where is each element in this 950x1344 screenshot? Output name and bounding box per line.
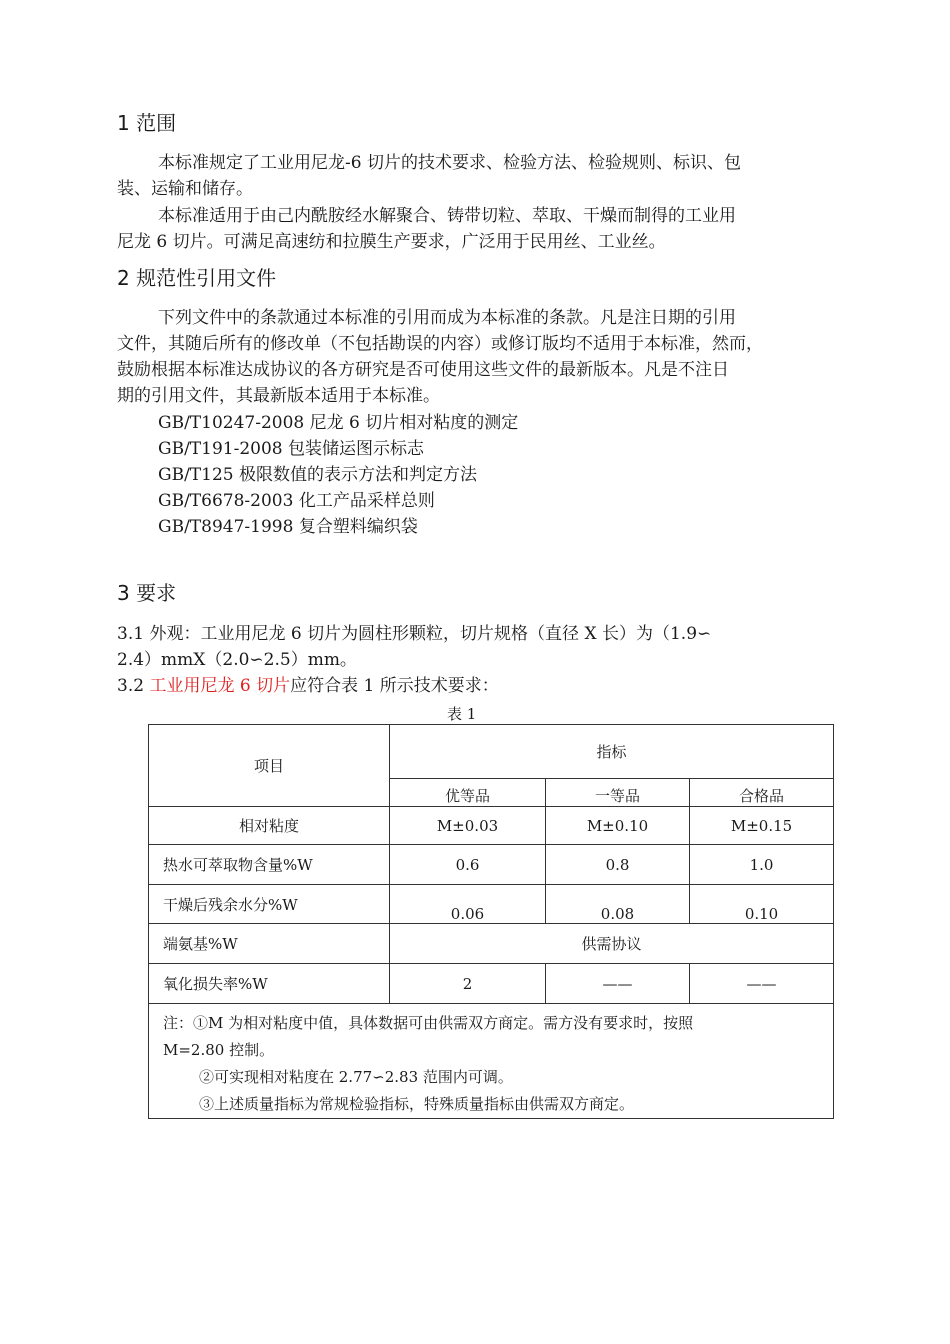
section-2-paragraph-line: 鼓励根据本标准达成协议的各方研究是否可使用这些文件的最新版本。凡是不注日 — [117, 360, 729, 380]
table-row — [149, 807, 834, 845]
clause-3-1-line: 3.1 外观：工业用尼龙 6 切片为圆柱形颗粒，切片规格（直径 X 长）为（1.9∽ — [117, 624, 712, 644]
cell-merged-value: 供需协议 — [390, 924, 834, 964]
reference-item: GB/T6678-2003 化工产品采样总则 — [158, 491, 435, 511]
reference-item: GB/T8947-1998 复合塑料编织袋 — [158, 517, 418, 537]
table-row — [149, 924, 834, 964]
cell-value: 1.0 — [690, 845, 834, 885]
table-row — [149, 885, 834, 924]
cell-value: M±0.10 — [546, 807, 690, 845]
table-row — [149, 845, 834, 885]
section-1-heading: 1 范围 — [117, 111, 177, 135]
section-1-paragraph-line: 本标准适用于由己内酰胺经水解聚合、铸带切粒、萃取、干燥而制得的工业用 — [158, 206, 736, 226]
clause-3-2 — [117, 671, 499, 696]
section-1-paragraph-line: 尼龙 6 切片。可满足高速纺和拉膜生产要求，广泛用于民用丝、工业丝。 — [117, 232, 666, 252]
section-2-paragraph-line: 文件，其随后所有的修改单（不包括勘误的内容）或修订版均不适用于本标准，然而， — [117, 334, 763, 354]
cell-value: 0.10 — [690, 885, 834, 924]
note-line: M=2.80 控制。 — [163, 1041, 275, 1059]
reference-item: GB/T10247-2008 尼龙 6 切片相对粘度的测定 — [158, 413, 519, 433]
row-name: 热水可萃取物含量%W — [149, 845, 390, 885]
row-name: 相对粘度 — [149, 807, 390, 845]
clause-3-2-suffix: 应符合表 1 所示技术要求： — [290, 676, 499, 696]
section-1-paragraph-line: 本标准规定了工业用尼龙-6 切片的技术要求、检验方法、检验规则、标识、包 — [158, 153, 741, 173]
cell-value: —— — [690, 964, 834, 1004]
notes-row — [149, 1004, 834, 1119]
table-title: 表 1 — [447, 705, 477, 723]
section-2-heading: 2 规范性引用文件 — [117, 266, 277, 290]
cell-value: M±0.15 — [690, 807, 834, 845]
clause-3-2-highlight: 工业用尼龙 6 切片 — [149, 676, 291, 696]
clause-3-1-line: 2.4）mmX（2.0∽2.5）mm。 — [117, 650, 357, 670]
header-item: 项目 — [149, 725, 390, 807]
note-line: ③上述质量指标为常规检验指标，特殊质量指标由供需双方商定。 — [199, 1095, 635, 1113]
cell-value: M±0.03 — [390, 807, 546, 845]
grade-qualified: 合格品 — [690, 779, 834, 807]
cell-value: 0.06 — [390, 885, 546, 924]
row-name: 氧化损失率%W — [149, 964, 390, 1004]
section-3-heading: 3 要求 — [117, 581, 177, 605]
cell-value: 0.8 — [546, 845, 690, 885]
cell-value: 0.6 — [390, 845, 546, 885]
row-name: 干燥后残余水分%W — [149, 885, 390, 924]
row-name: 端氨基%W — [149, 924, 390, 964]
reference-item: GB/T125 极限数值的表示方法和判定方法 — [158, 465, 477, 485]
cell-value: —— — [546, 964, 690, 1004]
spec-table — [148, 724, 834, 1119]
table-row — [149, 964, 834, 1004]
section-1-paragraph-line: 装、运输和储存。 — [117, 179, 253, 199]
header-index: 指标 — [390, 725, 834, 779]
table-notes — [149, 1004, 834, 1119]
reference-item: GB/T191-2008 包装储运图示标志 — [158, 439, 424, 459]
grade-premium: 优等品 — [390, 779, 546, 807]
clause-3-2-prefix: 3.2 — [117, 676, 150, 696]
note-line: ②可实现相对粘度在 2.77∽2.83 范围内可调。 — [199, 1068, 513, 1086]
grade-first: 一等品 — [546, 779, 690, 807]
section-2-paragraph-line: 期的引用文件，其最新版本适用于本标准。 — [117, 386, 440, 406]
section-2-paragraph-line: 下列文件中的条款通过本标准的引用而成为本标准的条款。凡是注日期的引用 — [158, 308, 736, 328]
cell-value: 0.08 — [546, 885, 690, 924]
note-line: 注：①M 为相对粘度中值，具体数据可由供需双方商定。需方没有要求时，按照 — [163, 1014, 694, 1032]
cell-value: 2 — [390, 964, 546, 1004]
